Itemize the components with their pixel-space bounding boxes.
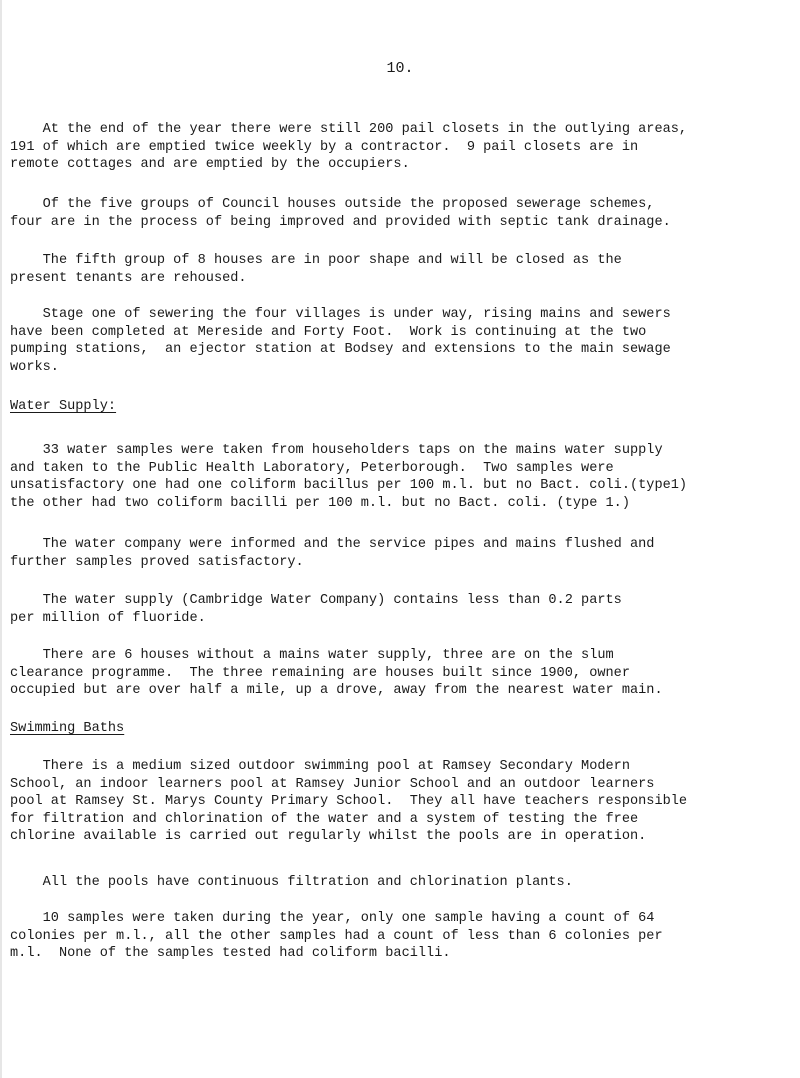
page-number: 10. xyxy=(386,60,414,77)
paragraph-houses-without-supply: There are 6 houses without a mains water supply, three are on the slum clearance programme. The three remaining are houses built since 1900, owner occupied but are over half a mile, up a drove, away from the nearest water main. xyxy=(10,648,663,698)
paragraph-sewering: Stage one of sewering the four villages is under way, rising mains and sewers have been completed at Mereside and Forty Foot. Work is continuing at the two pumping stations, an ejector station at Bodsey and extensions to the main sewage works. xyxy=(10,307,671,375)
paragraph-fifth-group: The fifth group of 8 houses are in poor shape and will be closed as the present tenants are rehoused. xyxy=(10,253,622,286)
paragraph-council-houses: Of the five groups of Council houses outside the proposed sewerage schemes, four are in the process of being improved and provided with septic tank drainage. xyxy=(10,197,671,230)
heading-swimming-baths: Swimming Baths xyxy=(10,721,125,736)
paragraph-water-samples: 33 water samples were taken from householders taps on the mains water supply and taken to the Public Health Laboratory, Peterborough. Two samples were unsatisfactory one had one coliform bacillus per 100 m.l. but no Bact. coli.(type1) the other had two coliform bacilli per 100 m.l. but no Bact. coli. (type 1.) xyxy=(10,443,688,511)
paragraph-swimming-pools: There is a medium sized outdoor swimming pool at Ramsey Secondary Modern School, an indoor learners pool at Ramsey Junior School and an outdoor learners pool at Ramsey St. Marys County Primary School. They all have teachers responsible for filtration and chlorination of the water and a system of testing the free chlorine available is carried out regularly whilst the pools are in operation. xyxy=(10,759,688,844)
page-edge-shadow xyxy=(0,0,2,1078)
paragraph-fluoride: The water supply (Cambridge Water Company) contains less than 0.2 parts per million of fluoride. xyxy=(10,593,622,626)
paragraph-filtration-plants: All the pools have continuous filtration and chlorination plants. xyxy=(10,875,573,890)
paragraph-pool-samples: 10 samples were taken during the year, only one sample having a count of 64 colonies per m.l., all the other samples had a count of less than 6 colonies per m.l. None of the samples tested had coliform bacilli. xyxy=(10,911,663,961)
paragraph-pail-closets: At the end of the year there were still 200 pail closets in the outlying areas, 191 of which are emptied twice weekly by a contractor. 9 pail closets are in remote cottages and are emptied by the occupiers. xyxy=(10,122,688,172)
heading-water-supply: Water Supply: xyxy=(10,399,117,414)
paragraph-water-company: The water company were informed and the service pipes and mains flushed and further samples proved satisfactory. xyxy=(10,537,655,570)
